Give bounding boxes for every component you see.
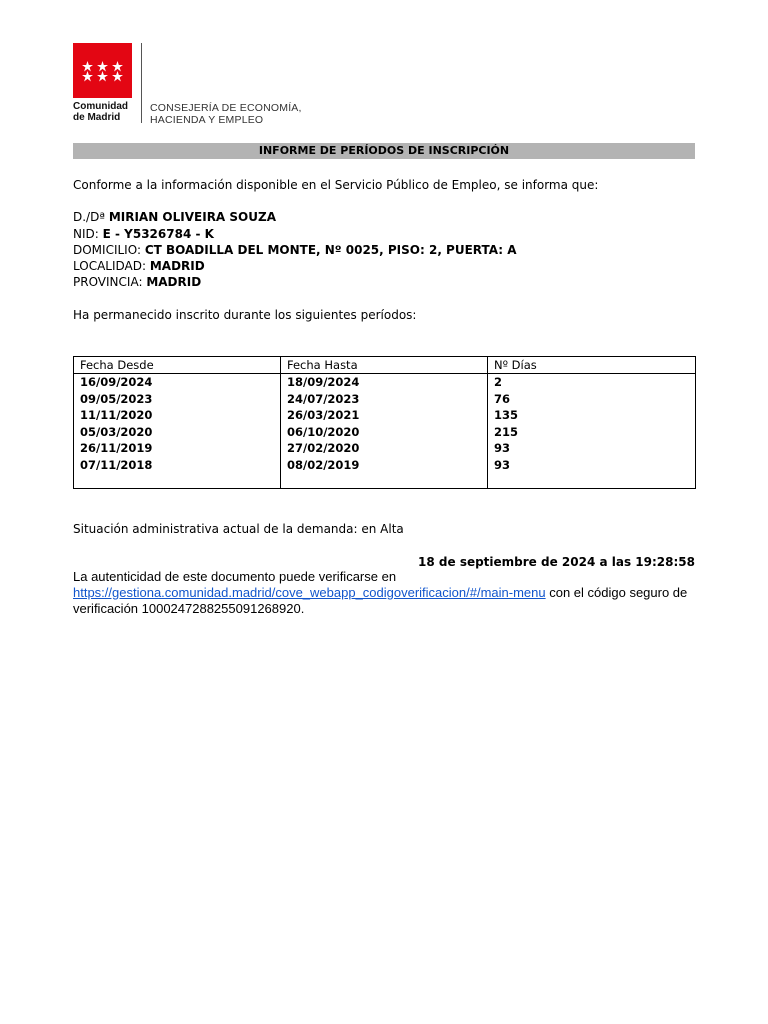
provincia-value: MADRID	[146, 275, 202, 289]
table-row	[74, 440, 696, 457]
filler-cell	[74, 473, 281, 489]
cell-num-dias: 93	[488, 440, 696, 457]
cell-fecha-hasta: 27/02/2020	[281, 440, 488, 457]
person-name-line	[73, 209, 276, 225]
cell-num-dias: 2	[488, 374, 696, 391]
logo-text-line: de Madrid	[73, 112, 121, 123]
name-label: D./Dª	[73, 210, 109, 224]
star-icon	[112, 71, 123, 82]
filler-cell	[488, 473, 696, 489]
star-icon	[97, 71, 108, 82]
table-row	[74, 374, 696, 391]
cell-fecha-desde: 11/11/2020	[74, 407, 281, 424]
intro-text: Conforme a la información disponible en el Servicio Público de Empleo, se informa que:	[73, 178, 599, 192]
department-line: HACIENDA Y EMPLEO	[150, 113, 264, 126]
table-row	[74, 407, 696, 424]
logo-text-line: Comunidad	[73, 101, 128, 112]
star-icon	[82, 71, 93, 82]
provincia-label: PROVINCIA:	[73, 275, 147, 289]
nid-line	[73, 226, 214, 242]
domicilio-label: DOMICILIO:	[73, 243, 145, 257]
header-num-dias: Nº Días	[488, 357, 696, 374]
nid-label: NID:	[73, 227, 103, 241]
department-name	[150, 103, 302, 126]
localidad-line	[73, 258, 205, 274]
localidad-label: LOCALIDAD:	[73, 259, 150, 273]
person-name: MIRIAN OLIVEIRA SOUZA	[108, 210, 276, 224]
filler-cell	[281, 473, 488, 489]
table-header-row	[74, 357, 696, 374]
document-title: INFORME DE PERÍODOS DE INSCRIPCIÓN	[73, 143, 695, 159]
issue-date: 18 de septiembre de 2024 a las 19:28:58	[418, 555, 695, 569]
cell-num-dias: 215	[488, 424, 696, 441]
logo-text	[73, 101, 143, 123]
logo-divider	[141, 43, 142, 123]
cell-num-dias: 135	[488, 407, 696, 424]
cell-fecha-hasta: 24/07/2023	[281, 391, 488, 408]
cell-fecha-hasta: 18/09/2024	[281, 374, 488, 391]
cell-fecha-hasta: 26/03/2021	[281, 407, 488, 424]
department-line: CONSEJERÍA DE ECONOMÍA,	[150, 102, 302, 114]
table-filler-row	[74, 473, 696, 489]
periods-table	[73, 356, 696, 489]
cell-num-dias: 76	[488, 391, 696, 408]
nid-value: E - Y5326784 - K	[102, 227, 214, 241]
cell-fecha-desde: 05/03/2020	[74, 424, 281, 441]
verification-text	[73, 569, 698, 617]
status-text: Situación administrativa actual de la demanda: en Alta	[73, 522, 404, 536]
comunidad-madrid-logo	[73, 43, 132, 98]
domicilio-line	[73, 242, 517, 258]
cell-fecha-hasta: 08/02/2019	[281, 457, 488, 474]
periods-intro: Ha permanecido inscrito durante los siguientes períodos:	[73, 308, 417, 322]
provincia-line	[73, 274, 201, 290]
cell-fecha-desde: 26/11/2019	[74, 440, 281, 457]
localidad-value: MADRID	[149, 259, 205, 273]
cell-fecha-desde: 09/05/2023	[74, 391, 281, 408]
header-fecha-desde: Fecha Desde	[74, 357, 281, 374]
table-row	[74, 391, 696, 408]
cell-fecha-hasta: 06/10/2020	[281, 424, 488, 441]
header-fecha-hasta: Fecha Hasta	[281, 357, 488, 374]
verification-link[interactable]: https://gestiona.comunidad.madrid/cove_webapp_codigoverificacion/#/main-menu	[73, 585, 546, 600]
verification-prefix: La autenticidad de este documento puede verificarse en	[73, 569, 397, 584]
verification-suffix: con el código seguro de verificación 1000247288255091268920.	[73, 585, 688, 616]
table-row	[74, 457, 696, 474]
cell-fecha-desde: 16/09/2024	[74, 374, 281, 391]
domicilio-value: CT BOADILLA DEL MONTE, Nº 0025, PISO: 2, PUERTA: A	[144, 243, 517, 257]
cell-fecha-desde: 07/11/2018	[74, 457, 281, 474]
table-row	[74, 424, 696, 441]
cell-num-dias: 93	[488, 457, 696, 474]
